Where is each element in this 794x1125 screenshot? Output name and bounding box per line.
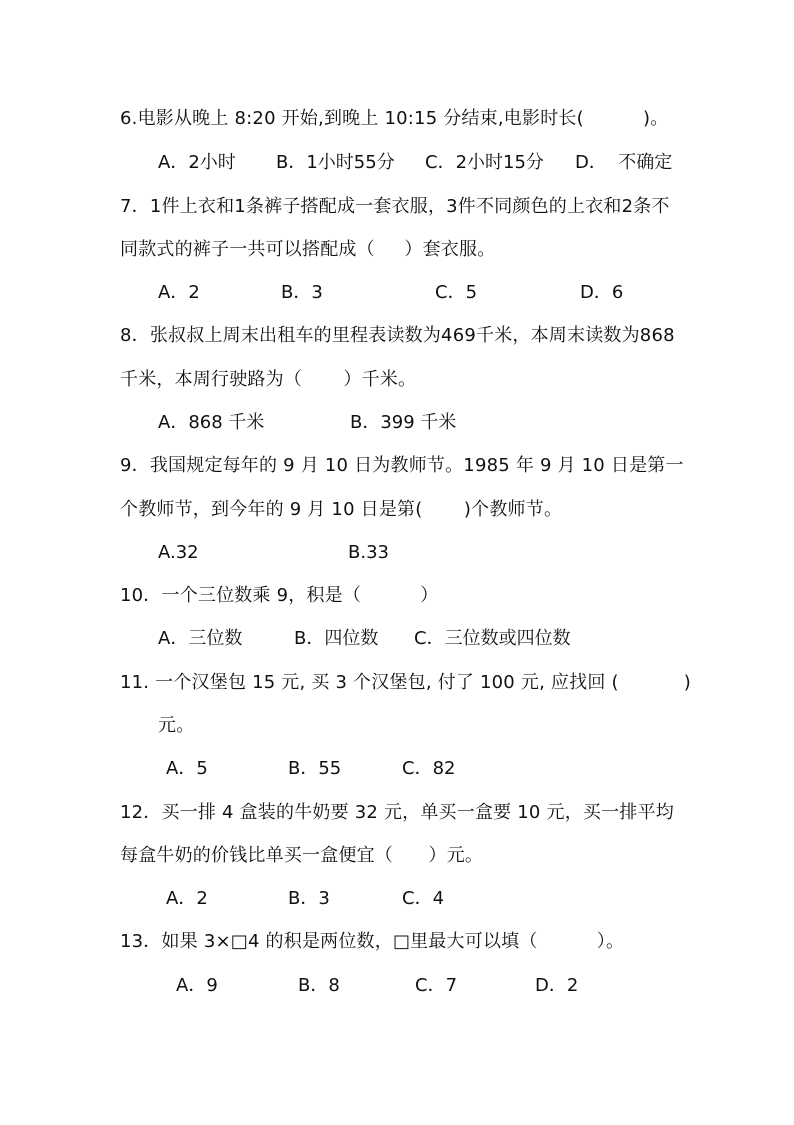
question-6-line-1: 6.电影从晚上 8:20 开始,到晚上 10:15 分结束,电影时长( )。 [120, 108, 669, 129]
question-13-option-c[interactable]: C．7 [415, 975, 458, 996]
question-8-line-1: 8．张叔叔上周末出租车的里程表读数为469千米，本周末读数为868 [120, 325, 675, 346]
question-8-option-a[interactable]: A．868 千米 [158, 412, 265, 433]
question-6-option-b[interactable]: B．1小时55分 [276, 152, 395, 173]
question-13-line-1: 13．如果 3×□4 的积是两位数，□里最大可以填（ ）。 [120, 931, 625, 952]
question-11-line-1: 11. 一个汉堡包 15 元, 买 3 个汉堡包, 付了 100 元, 应找回 ( ) [120, 672, 692, 693]
question-6-option-c[interactable]: C．2小时15分 [425, 152, 544, 173]
question-7-line-1: 7．1件上衣和1条裤子搭配成一套衣服，3件不同颜色的上衣和2条不 [120, 196, 670, 217]
question-11-line-2: 元。 [158, 715, 195, 736]
question-7-option-c[interactable]: C．5 [435, 282, 478, 303]
question-12-option-a[interactable]: A．2 [166, 888, 208, 909]
question-6-option-d[interactable]: D． 不确定 [575, 152, 673, 173]
question-9-line-2: 个教师节，到今年的 9 月 10 日是第( )个教师节。 [120, 499, 563, 520]
question-12-line-2: 每盒牛奶的价钱比单买一盒便宜（ ）元。 [120, 845, 484, 866]
question-7-option-d[interactable]: D．6 [580, 282, 624, 303]
question-11-option-a[interactable]: A．5 [166, 758, 208, 779]
question-7-option-b[interactable]: B．3 [281, 282, 323, 303]
question-11-option-b[interactable]: B．55 [288, 758, 342, 779]
question-13-option-d[interactable]: D．2 [535, 975, 579, 996]
question-12-option-c[interactable]: C．4 [402, 888, 445, 909]
question-9-option-b[interactable]: B.33 [348, 542, 389, 563]
question-9-line-1: 9．我国规定每年的 9 月 10 日为教师节。1985 年 9 月 10 日是第一 [120, 455, 684, 476]
question-13-option-b[interactable]: B．8 [298, 975, 340, 996]
question-10-option-a[interactable]: A．三位数 [158, 628, 243, 649]
question-8-line-2: 千米，本周行驶路为（ ）千米。 [120, 369, 417, 390]
question-8-option-b[interactable]: B．399 千米 [350, 412, 457, 433]
question-12-line-1: 12．买一排 4 盒装的牛奶要 32 元，单买一盒要 10 元，买一排平均 [120, 802, 674, 823]
question-7-line-2: 同款式的裤子一共可以搭配成（ ）套衣服。 [120, 239, 496, 260]
question-6-option-a[interactable]: A．2小时 [158, 152, 236, 173]
question-11-option-c[interactable]: C．82 [402, 758, 456, 779]
question-9-option-a[interactable]: A.32 [158, 542, 199, 563]
question-12-option-b[interactable]: B．3 [288, 888, 330, 909]
question-10-line-1: 10．一个三位数乘 9，积是（ ） [120, 585, 439, 606]
question-7-option-a[interactable]: A．2 [158, 282, 200, 303]
question-10-option-b[interactable]: B．四位数 [294, 628, 379, 649]
question-13-option-a[interactable]: A．9 [176, 975, 218, 996]
question-10-option-c[interactable]: C．三位数或四位数 [414, 628, 571, 649]
